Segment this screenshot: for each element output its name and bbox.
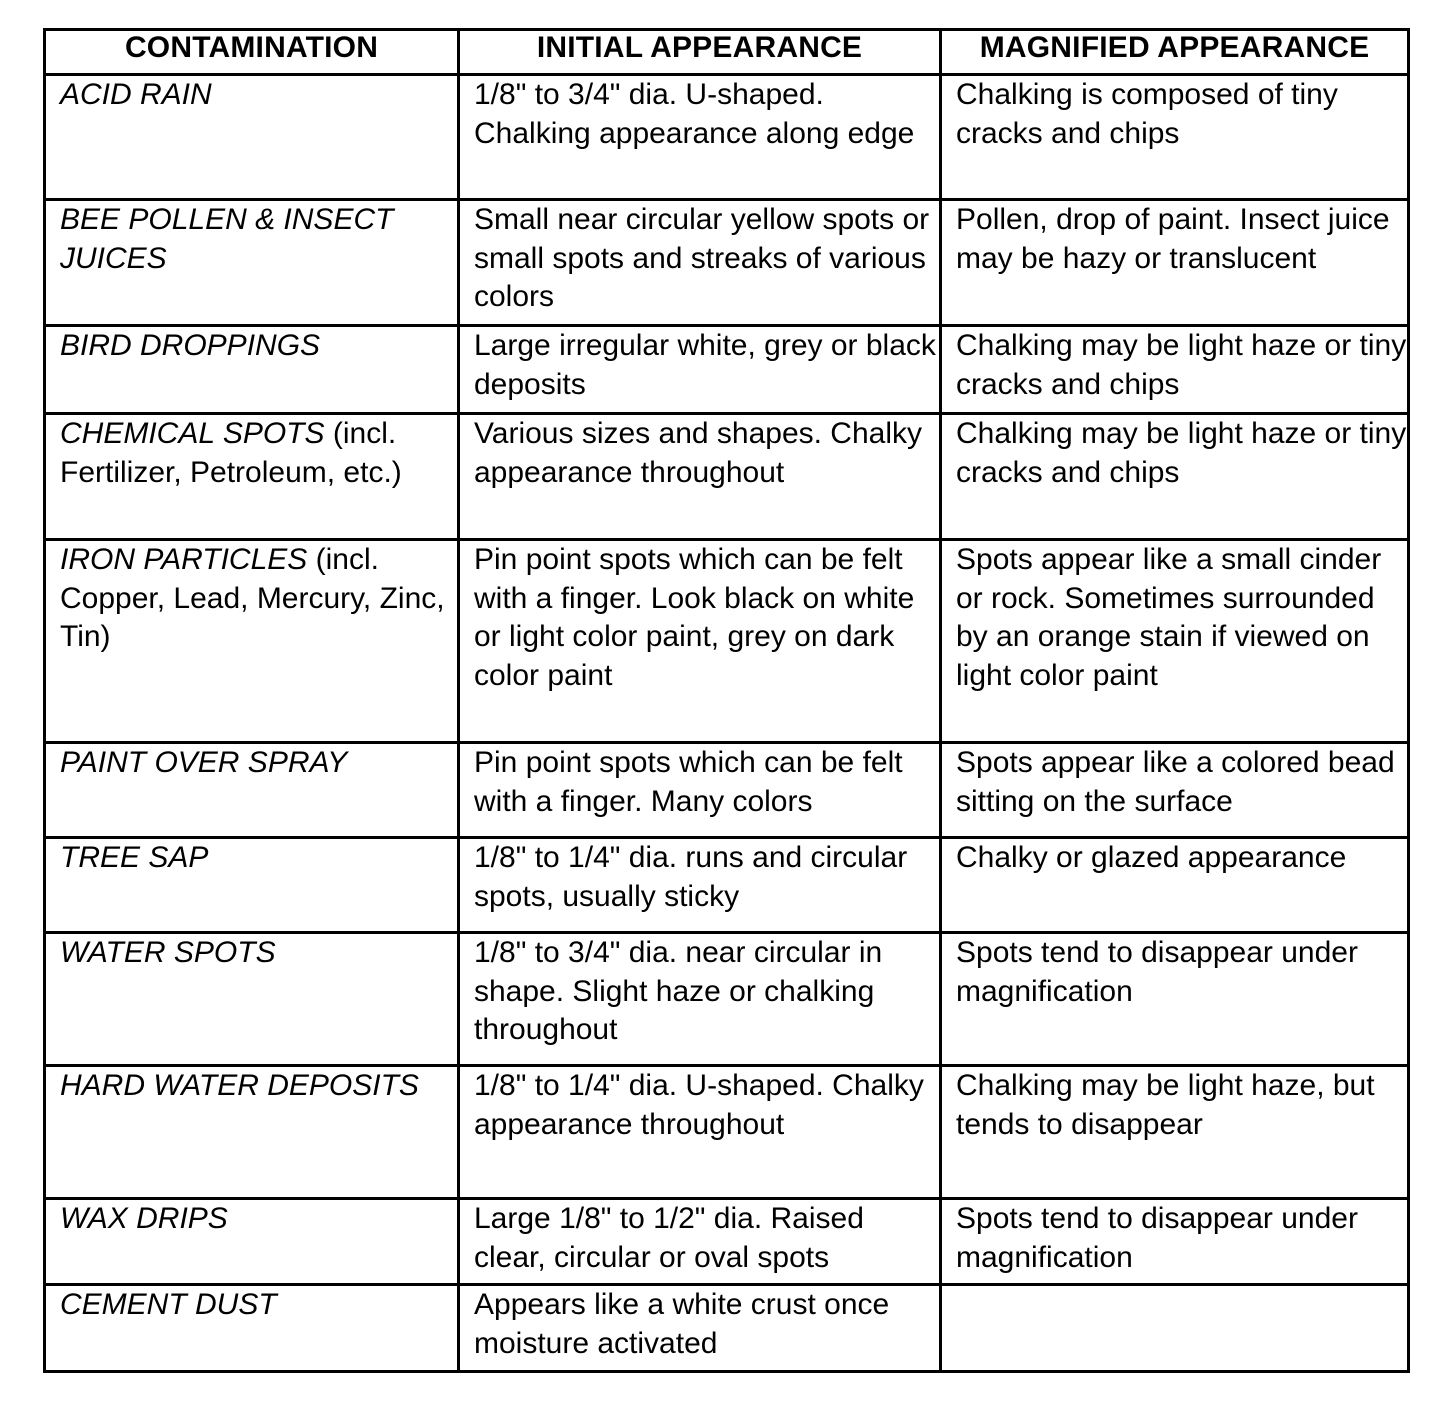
header-row [45, 30, 1409, 75]
magnified-appearance-cell: Chalking may be light haze, but tends to disappear [941, 1066, 1409, 1199]
table-row [45, 540, 1409, 743]
contamination-cell [45, 326, 459, 414]
header-initial-appearance: INITIAL APPEARANCE [459, 30, 941, 75]
contamination-cell [45, 1285, 459, 1372]
magnified-appearance-cell: Pollen, drop of paint. Insect juice may be hazy or translucent [941, 200, 1409, 326]
magnified-appearance-cell: Chalky or glazed appearance [941, 838, 1409, 933]
table-row [45, 933, 1409, 1066]
contamination-cell [45, 414, 459, 540]
contamination-name: WAX DRIPS [60, 1202, 228, 1235]
contamination-cell [45, 200, 459, 326]
contamination-table [43, 28, 1410, 1373]
contamination-cell [45, 933, 459, 1066]
initial-appearance-cell: Appears like a white crust once moisture activated [459, 1285, 941, 1372]
initial-appearance-cell: 1/8" to 1/4" dia. runs and circular spots, usually sticky [459, 838, 941, 933]
contamination-name: HARD WATER DEPOSITS [60, 1069, 419, 1102]
initial-appearance-cell: 1/8" to 3/4" dia. near circular in shape. Slight haze or chalking throughout [459, 933, 941, 1066]
table-row [45, 75, 1409, 200]
initial-appearance-cell: Small near circular yellow spots or small spots and streaks of various colors [459, 200, 941, 326]
magnified-appearance-cell: Chalking may be light haze or tiny cracks and chips [941, 414, 1409, 540]
contamination-note: (incl. Fertilizer, Petroleum, etc.) [60, 417, 402, 489]
table-row [45, 414, 1409, 540]
table-row [45, 200, 1409, 326]
table-row [45, 326, 1409, 414]
magnified-appearance-cell: Spots appear like a colored bead sitting on the surface [941, 743, 1409, 838]
initial-appearance-cell: Pin point spots which can be felt with a finger. Many colors [459, 743, 941, 838]
magnified-appearance-cell: Spots tend to disappear under magnification [941, 933, 1409, 1066]
initial-appearance-cell: Large 1/8" to 1/2" dia. Raised clear, circular or oval spots [459, 1199, 941, 1285]
magnified-appearance-cell: Spots appear like a small cinder or rock. Sometimes surrounded by an orange stain if viewed on light color paint [941, 540, 1409, 743]
initial-appearance-cell: 1/8" to 3/4" dia. U-shaped. Chalking appearance along edge [459, 75, 941, 200]
contamination-name: TREE SAP [60, 841, 209, 874]
table-row [45, 838, 1409, 933]
contamination-name: BIRD DROPPINGS [60, 329, 321, 362]
contamination-cell [45, 1066, 459, 1199]
initial-appearance-cell: Various sizes and shapes. Chalky appearance throughout [459, 414, 941, 540]
table-row [45, 1285, 1409, 1372]
initial-appearance-cell: Pin point spots which can be felt with a finger. Look black on white or light color paint, grey on dark color paint [459, 540, 941, 743]
contamination-name: CEMENT DUST [60, 1288, 277, 1321]
contamination-cell [45, 75, 459, 200]
header-magnified-appearance: MAGNIFIED APPEARANCE [941, 30, 1409, 75]
initial-appearance-cell: Large irregular white, grey or black deposits [459, 326, 941, 414]
contamination-cell [45, 1199, 459, 1285]
contamination-cell [45, 838, 459, 933]
contamination-name: BEE POLLEN & INSECT JUICES [60, 203, 394, 275]
contamination-cell [45, 540, 459, 743]
magnified-appearance-cell: Chalking may be light haze or tiny cracks and chips [941, 326, 1409, 414]
magnified-appearance-cell: Chalking is composed of tiny cracks and chips [941, 75, 1409, 200]
table-row [45, 1066, 1409, 1199]
contamination-name: ACID RAIN [60, 78, 212, 111]
contamination-cell [45, 743, 459, 838]
magnified-appearance-cell [941, 1285, 1409, 1372]
contamination-name: IRON PARTICLES [60, 543, 308, 576]
initial-appearance-cell: 1/8" to 1/4" dia. U-shaped. Chalky appearance throughout [459, 1066, 941, 1199]
header-contamination: CONTAMINATION [45, 30, 459, 75]
contamination-name: PAINT OVER SPRAY [60, 746, 348, 779]
contamination-name: CHEMICAL SPOTS [60, 417, 325, 450]
table-row [45, 743, 1409, 838]
contamination-name: WATER SPOTS [60, 936, 276, 969]
contamination-note: (incl. Copper, Lead, Mercury, Zinc, Tin) [60, 543, 445, 653]
magnified-appearance-cell: Spots tend to disappear under magnification [941, 1199, 1409, 1285]
table-row [45, 1199, 1409, 1285]
